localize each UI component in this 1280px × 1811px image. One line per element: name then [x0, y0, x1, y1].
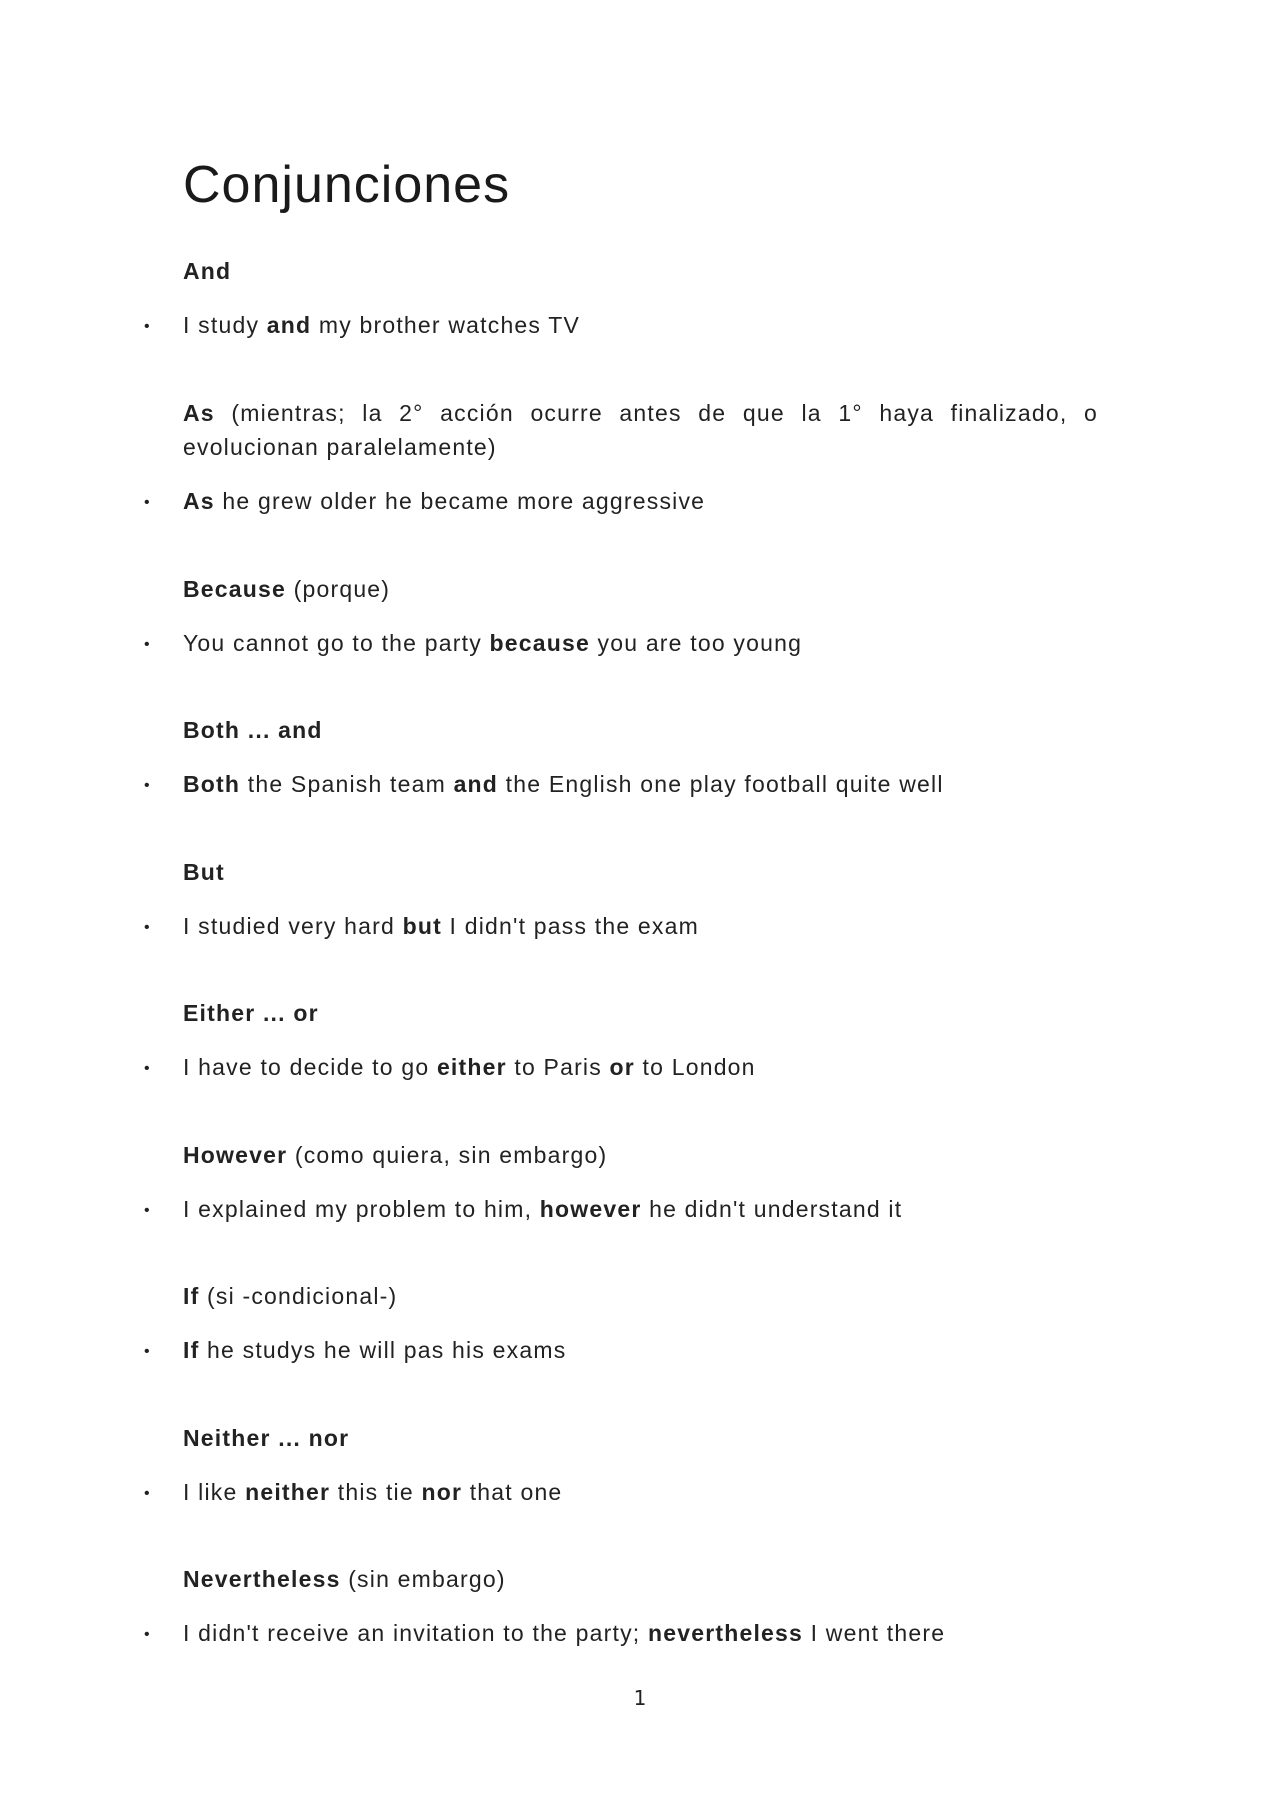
example-sentence	[144, 767, 1144, 803]
example-sentence	[144, 1050, 1144, 1086]
example-text: to London	[634, 1054, 756, 1080]
conjunction-term: Neither ... nor	[183, 1424, 350, 1451]
conjunction-note: (porque)	[286, 575, 391, 602]
example-text: he studys he will pas his exams	[199, 1337, 567, 1363]
conjunction-term: Nevertheless	[183, 1566, 341, 1592]
example-text: you are too young	[589, 629, 803, 656]
example-sentence	[144, 1616, 1144, 1652]
example-text: You cannot go to the party	[183, 629, 490, 656]
example-keyword: or	[609, 1054, 635, 1080]
example-text: my brother watches TV	[311, 312, 581, 338]
conjunction-term: And	[183, 258, 232, 284]
conjunction-heading	[183, 396, 1098, 464]
example-sentence	[144, 909, 1144, 945]
bullet-icon: •	[144, 1060, 151, 1077]
example-text: I went there	[803, 1620, 946, 1646]
example-keyword: either	[436, 1054, 507, 1080]
conjunction-section	[0, 1273, 1280, 1415]
conjunction-section	[0, 990, 1280, 1132]
example-sentence	[144, 308, 1144, 344]
bullet-icon: •	[144, 777, 151, 794]
example-text: he didn't understand it	[641, 1195, 903, 1222]
conjunction-heading	[183, 1562, 1098, 1596]
page-number: 1	[633, 1686, 647, 1710]
example-keyword: nevertheless	[647, 1620, 804, 1646]
example-keyword: but	[402, 912, 442, 939]
example-keyword: Both	[183, 771, 241, 797]
conjunction-section	[0, 1132, 1280, 1274]
conjunction-note: (mientras; la 2° acción ocurre antes de que la 1° haya finalizado, o evolucionan paralelamente)	[183, 399, 1098, 460]
example-text: I studied very hard	[183, 912, 403, 939]
example-text: the English one play football quite well	[498, 771, 944, 797]
conjunction-heading	[183, 254, 1098, 288]
conjunction-term: However	[183, 1141, 288, 1168]
conjunction-heading	[183, 1279, 1098, 1313]
example-keyword: however	[539, 1195, 642, 1222]
example-text: I study	[183, 312, 267, 338]
conjunction-heading	[183, 1421, 1098, 1455]
conjunction-note: (sin embargo)	[340, 1566, 506, 1592]
conjunction-note: (como quiera, sin embargo)	[287, 1141, 608, 1168]
conjunction-term: As	[183, 399, 215, 426]
example-keyword: and	[266, 312, 312, 338]
conjunction-section	[0, 1415, 1280, 1557]
conjunction-section	[0, 248, 1280, 390]
example-sentence	[144, 1333, 1144, 1369]
example-keyword: nor	[421, 1478, 463, 1505]
example-text: the Spanish team	[240, 771, 454, 797]
bullet-icon: •	[144, 918, 151, 936]
example-text: I explained my problem to him,	[183, 1195, 540, 1222]
example-keyword: and	[453, 771, 499, 797]
bullet-icon: •	[144, 1201, 151, 1219]
conjunction-term: Because	[183, 575, 287, 602]
conjunction-section	[0, 390, 1280, 566]
example-text: he grew older he became more aggressive	[214, 487, 706, 514]
bullet-icon: •	[144, 1484, 151, 1502]
bullet-icon: •	[144, 493, 151, 511]
example-sentence	[144, 1475, 1144, 1511]
example-text: that one	[462, 1478, 563, 1505]
example-keyword: If	[183, 1337, 200, 1363]
conjunction-term: Either ... or	[183, 1000, 319, 1026]
example-keyword: because	[489, 629, 590, 656]
bullet-icon: •	[144, 1343, 151, 1360]
example-sentence	[144, 1192, 1144, 1228]
conjunction-term: But	[183, 858, 225, 885]
example-text: I didn't receive an invitation to the party;	[183, 1620, 648, 1646]
conjunction-note: (si -condicional-)	[199, 1283, 398, 1309]
conjunction-list	[0, 248, 1280, 1698]
conjunction-section	[0, 849, 1280, 991]
conjunction-heading	[183, 1138, 1098, 1172]
bullet-icon: •	[144, 635, 151, 653]
conjunction-section	[0, 1556, 1280, 1698]
example-sentence	[144, 484, 1144, 520]
conjunction-heading	[183, 996, 1098, 1030]
bullet-icon: •	[144, 318, 151, 335]
bullet-icon: •	[144, 1626, 151, 1643]
conjunction-term: If	[183, 1283, 200, 1309]
conjunction-section	[0, 566, 1280, 708]
page-title: Conjunciones	[183, 156, 511, 214]
conjunction-heading	[183, 572, 1098, 606]
conjunction-heading	[183, 713, 1098, 747]
conjunction-term: Both ... and	[183, 717, 323, 743]
example-sentence	[144, 626, 1144, 662]
example-text: I like	[183, 1478, 246, 1505]
conjunction-section	[0, 707, 1280, 849]
example-keyword: neither	[245, 1478, 331, 1505]
example-text: I didn't pass the exam	[441, 912, 699, 939]
example-text: this tie	[330, 1478, 422, 1505]
example-text: I have to decide to go	[183, 1054, 437, 1080]
example-text: to Paris	[506, 1054, 610, 1080]
conjunction-heading	[183, 855, 1098, 889]
example-keyword: As	[183, 487, 215, 514]
